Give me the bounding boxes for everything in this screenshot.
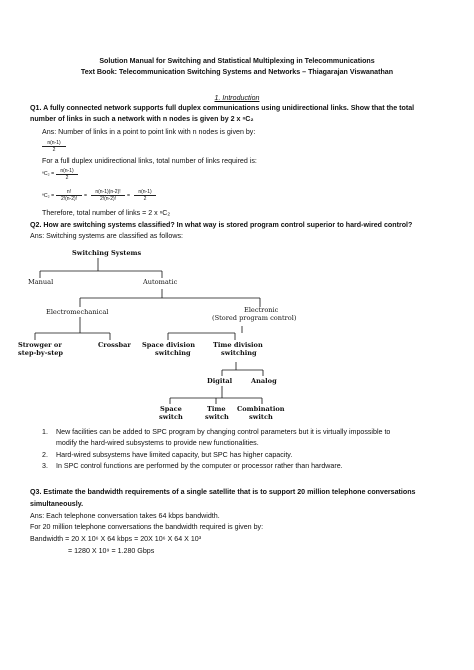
point-number-2: 2. [42, 451, 48, 459]
node-switching-systems: Switching Systems [72, 249, 142, 257]
q1-full-duplex-line: For a full duplex unidirectional links, total number of links required is: [42, 157, 257, 165]
q1-question-line1: Q1. A fully connected network supports full duplex communications using unidirectional links. Show that the total [30, 104, 415, 112]
node-crossbar: Crossbar [98, 341, 131, 349]
node-space-division-switching: switching [155, 349, 191, 357]
document-title: Solution Manual for Switching and Statistical Multiplexing in Telecommunications [99, 57, 375, 65]
q3-line2: For 20 million telephone conversations the bandwidth required is given by: [30, 523, 264, 531]
node-space-switch: Space [160, 405, 182, 413]
fraction-denominator: 2!(n-2)! [99, 196, 117, 202]
fraction-numerator: n(n-1) [56, 168, 78, 175]
point-2: Hard-wired subsystems have limited capacity, but SPC has higher capacity. [56, 451, 293, 459]
point-number-3: 3. [42, 462, 48, 470]
eq-c2-label: ⁿC₂ = [42, 171, 55, 177]
fraction-denominator: 2 [143, 196, 147, 202]
q2-question: Q2. How are switching systems classified? In what way is stored program control superior to hard-wired control? [30, 221, 413, 229]
node-electronic-spc: (Stored program control) [212, 314, 297, 322]
node-manual: Manual [28, 278, 54, 286]
node-time-switch: Time [207, 405, 226, 413]
document-subtitle: Text Book: Telecommunication Switching Systems and Networks – Thiagarajan Viswanathan [80, 68, 394, 76]
point-number-1: 1. [42, 428, 48, 436]
fraction-denominator: 2 [52, 147, 56, 153]
fraction-numerator: n(n-1) [134, 189, 156, 196]
node-digital: Digital [207, 377, 233, 385]
fraction-numerator: n(n-1)(n-2)! [91, 189, 125, 196]
point-1-line1: New facilities can be added to SPC program by changing control parameters but it is virtually impossible to [56, 428, 391, 436]
q3-answer: Ans: Each telephone conversation takes 64 kbps bandwidth. [30, 512, 220, 520]
q2-answer: Ans: Switching systems are classified as follows: [30, 232, 183, 240]
q1-answer-line: Ans: Number of links in a point to point link with n nodes is given by: [42, 128, 256, 136]
node-combination: Combination [237, 405, 285, 413]
node-automatic: Automatic [143, 278, 178, 286]
point-3: In SPC control functions are performed by the computer or processor rather than hardware. [56, 462, 343, 470]
eq-equals-2: = [127, 193, 131, 199]
point-1-line2: modify the hard-wired subsystems to provide new functionalities. [56, 439, 259, 447]
q3-question-line1: Q3. Estimate the bandwidth requirements of a single satellite that is to support 20 million telephone conversations [30, 488, 416, 496]
node-step-by-step: step-by-step [18, 349, 64, 357]
node-analog: Analog [251, 377, 277, 385]
node-electromechanical: Electromechanical [46, 308, 109, 316]
node-time-division-switching: switching [221, 349, 257, 357]
q3-question-line2: simultaneously. [30, 500, 84, 508]
eq-equals-1: = [84, 193, 88, 199]
node-electronic: Electronic [244, 306, 279, 314]
fraction-denominator: 2!(n-2)! [60, 196, 78, 202]
fraction-numerator: n! [56, 189, 82, 196]
node-space-switch-line2: switch [159, 413, 183, 421]
node-space-division: Space division [142, 341, 196, 349]
node-combination-switch: switch [249, 413, 273, 421]
q1-question-line2: number of links in such a network with n nodes is given by 2 x ⁿC₂ [30, 115, 254, 123]
node-strowger: Strowger or [18, 341, 62, 349]
node-time-switch-line2: switch [205, 413, 229, 421]
fraction-numerator: n(n-1) [42, 140, 66, 147]
q3-bandwidth-eq: Bandwidth = 20 X 10⁶ X 64 kbps = 20X 10⁶ X 64 X 10³ [30, 535, 202, 543]
q3-bandwidth-result: = 1280 X 10⁹ = 1.280 Gbps [68, 547, 155, 555]
section-heading: 1. Introduction [214, 94, 260, 102]
q1-therefore-line: Therefore, total number of links = 2 x ⁿC₂ [42, 209, 171, 217]
fraction-denominator: 2 [65, 175, 69, 181]
node-time-division: Time division [213, 341, 263, 349]
eq2-c2-label: ⁿC₂ = [42, 193, 55, 199]
